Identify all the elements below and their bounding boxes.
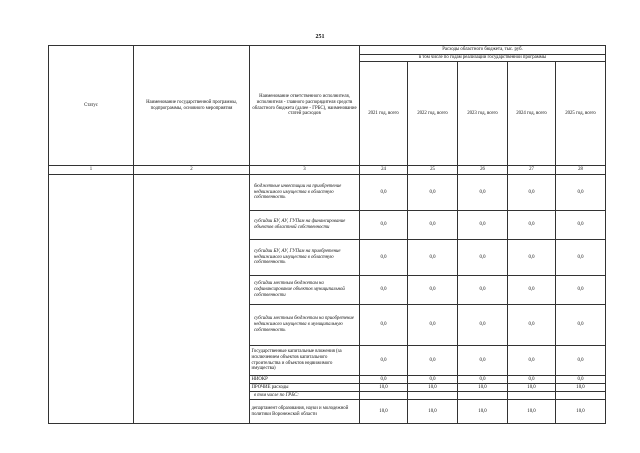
value-2022: 0,0 <box>408 305 458 346</box>
value-2022: 0,0 <box>408 240 458 276</box>
column-number: 25 <box>408 166 458 175</box>
row-label: ПРОЧИЕ расходы <box>250 384 360 392</box>
header-status: Статус <box>49 46 134 166</box>
value-2024: 0,0 <box>508 346 556 376</box>
budget-table <box>48 45 606 424</box>
value-2024: 0,0 <box>508 240 556 276</box>
value-2025 <box>556 392 606 400</box>
value-2021: 0,0 <box>360 376 408 384</box>
value-2023: 0,0 <box>458 276 508 305</box>
header-program: Наименование государственной программы, подпрограммы, основного мероприятия <box>134 46 250 166</box>
row-label: бюджетные инвестиции на приобретение недвижимого имущества в областную собственность <box>250 175 360 211</box>
value-2023: 0,0 <box>458 175 508 211</box>
value-2025: 0,0 <box>556 240 606 276</box>
value-2024 <box>508 392 556 400</box>
header-executor: Наименование ответственного исполнителя, исполнителя - главного распорядителя средств областного бюджета (далее - ГРБС), наименование статей расходов <box>250 46 360 166</box>
column-number: 26 <box>458 166 508 175</box>
column-number: 2 <box>134 166 250 175</box>
value-2025: 0,0 <box>556 175 606 211</box>
value-2022 <box>408 392 458 400</box>
value-2023: 0,0 <box>458 305 508 346</box>
value-2022: 0,0 <box>408 276 458 305</box>
value-2023: 10,0 <box>458 400 508 424</box>
column-number: 27 <box>508 166 556 175</box>
value-2025: 0,0 <box>556 211 606 240</box>
page-number: 251 <box>315 34 325 40</box>
value-2022: 0,0 <box>408 346 458 376</box>
value-2025: 0,0 <box>556 376 606 384</box>
value-2024: 0,0 <box>508 175 556 211</box>
column-number-row <box>49 166 606 175</box>
column-number: 28 <box>556 166 606 175</box>
value-2021: 0,0 <box>360 211 408 240</box>
value-2025: 0,0 <box>556 276 606 305</box>
value-2023: 0,0 <box>458 240 508 276</box>
row-label: субсидии местным бюджетам на приобретение недвижимого имущества в муниципальную собственность <box>250 305 360 346</box>
value-2023: 0,0 <box>458 346 508 376</box>
row-label: субсидии БУ, АУ, ГУПам на финансирование объектов областной собственности <box>250 211 360 240</box>
value-2025: 0,0 <box>556 346 606 376</box>
row-label: департамент образования, науки и молодежной политики Воронежской области <box>250 400 360 424</box>
header-year-2024: 2024 год, всего <box>508 62 556 166</box>
row-label: Государственные капитальные вложения (за исключением объектов капитального строительства и объектов недвижимого имущества) <box>250 346 360 376</box>
value-2025: 10,0 <box>556 400 606 424</box>
value-2024: 10,0 <box>508 400 556 424</box>
column-number: 3 <box>250 166 360 175</box>
value-2024: 0,0 <box>508 376 556 384</box>
column-number: 1 <box>49 166 134 175</box>
header-expenses-subtitle: в том числе по годам реализации государственной программы <box>360 55 606 62</box>
value-2022: 10,0 <box>408 384 458 392</box>
value-2021: 10,0 <box>360 384 408 392</box>
header-expenses-title: Расходы областного бюджета, тыс. руб. <box>360 46 606 55</box>
value-2023: 0,0 <box>458 376 508 384</box>
row-label: субсидии местным бюджетам на софинансирование объектов муниципальной собственности <box>250 276 360 305</box>
value-2022: 0,0 <box>408 211 458 240</box>
value-2024: 0,0 <box>508 276 556 305</box>
value-2022: 0,0 <box>408 175 458 211</box>
value-2022: 10,0 <box>408 400 458 424</box>
status-cell <box>49 175 134 424</box>
row-label: в том числе по ГРБС: <box>250 392 360 400</box>
value-2021: 0,0 <box>360 276 408 305</box>
value-2021: 0,0 <box>360 346 408 376</box>
row-label: НИОКР <box>250 376 360 384</box>
header-year-2022: 2022 год, всего <box>408 62 458 166</box>
value-2023 <box>458 392 508 400</box>
value-2024: 10,0 <box>508 384 556 392</box>
header-year-2023: 2023 год, всего <box>458 62 508 166</box>
value-2024: 0,0 <box>508 211 556 240</box>
value-2021: 0,0 <box>360 240 408 276</box>
value-2025: 0,0 <box>556 305 606 346</box>
value-2021: 0,0 <box>360 175 408 211</box>
value-2021: 0,0 <box>360 305 408 346</box>
value-2024: 0,0 <box>508 305 556 346</box>
value-2021: 10,0 <box>360 400 408 424</box>
program-cell <box>134 175 250 424</box>
table-row <box>49 175 606 211</box>
value-2023: 10,0 <box>458 384 508 392</box>
value-2025: 10,0 <box>556 384 606 392</box>
row-label: субсидии БУ, АУ, ГУПам на приобретение недвижимого имущества в областную собственность <box>250 240 360 276</box>
column-number: 24 <box>360 166 408 175</box>
header-year-2021: 2021 год, всего <box>360 62 408 166</box>
value-2021 <box>360 392 408 400</box>
value-2023: 0,0 <box>458 211 508 240</box>
header-year-2025: 2025 год, всего <box>556 62 606 166</box>
value-2022: 0,0 <box>408 376 458 384</box>
